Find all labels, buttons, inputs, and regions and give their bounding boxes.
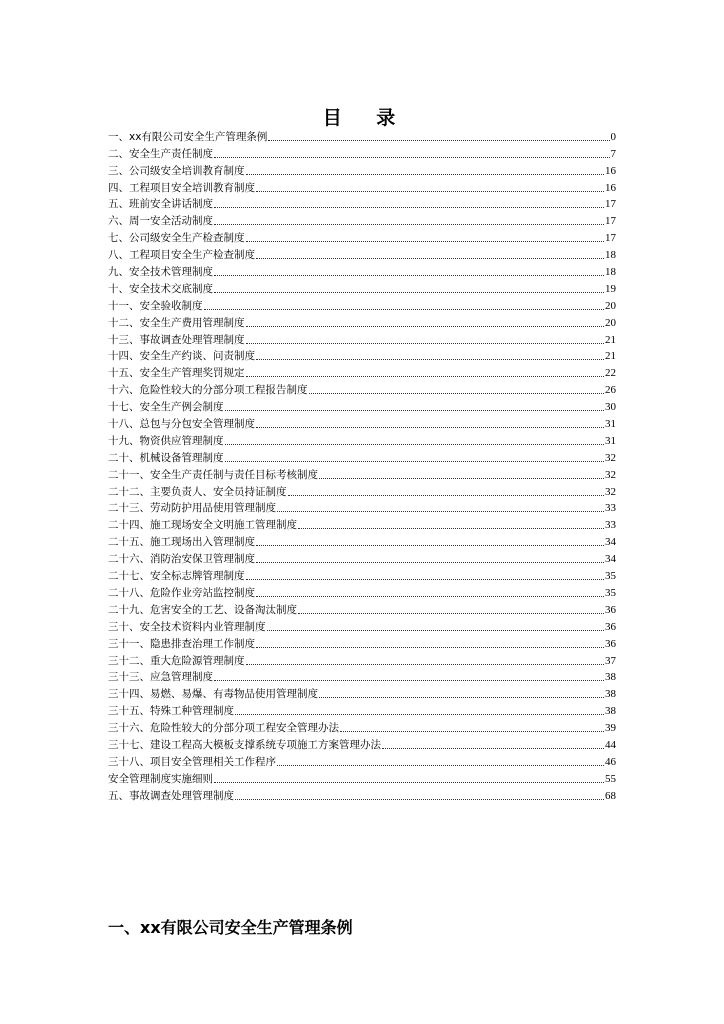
toc-dot-leader bbox=[319, 697, 604, 698]
toc-entry[interactable] bbox=[108, 313, 616, 330]
toc-page-number: 39 bbox=[605, 722, 616, 735]
toc-dot-leader bbox=[214, 275, 604, 276]
toc-entry-label: 二、安全生产责任制度 bbox=[108, 147, 213, 160]
toc-dot-leader bbox=[246, 174, 605, 175]
toc-dot-leader bbox=[256, 359, 604, 360]
toc-page-number: 18 bbox=[605, 249, 616, 262]
toc-entry[interactable] bbox=[108, 617, 616, 634]
toc-page-number: 36 bbox=[605, 620, 616, 633]
toc-dot-leader bbox=[225, 461, 605, 462]
toc-page-number: 20 bbox=[605, 299, 616, 312]
toc-entry[interactable] bbox=[108, 397, 616, 414]
toc-dot-leader bbox=[256, 191, 604, 192]
toc-page-number: 33 bbox=[605, 519, 616, 532]
toc-entry[interactable] bbox=[108, 380, 616, 397]
toc-entry-label: 十三、事故调查处理管理制度 bbox=[108, 333, 245, 346]
toc-entry[interactable] bbox=[108, 566, 616, 583]
toc-entry-label: 十七、安全生产例会制度 bbox=[108, 401, 224, 414]
toc-dot-leader bbox=[246, 326, 605, 327]
toc-page-number: 21 bbox=[605, 333, 616, 346]
toc-dot-leader bbox=[246, 664, 605, 665]
toc-entry[interactable] bbox=[108, 701, 616, 718]
toc-entry[interactable] bbox=[108, 296, 616, 313]
toc-page-number: 36 bbox=[605, 603, 616, 616]
toc-dot-leader bbox=[256, 596, 604, 597]
toc-entry-label: 三十六、危险性较大的分部分项工程安全管理办法 bbox=[108, 722, 339, 735]
toc-entry[interactable] bbox=[108, 144, 616, 161]
toc-entry-label: 二十八、危险作业旁站监控制度 bbox=[108, 586, 255, 599]
toc-entry[interactable] bbox=[108, 279, 616, 296]
toc-page-number: 7 bbox=[610, 147, 616, 160]
toc-entry-label: 六、周一安全活动制度 bbox=[108, 215, 213, 228]
toc-dot-leader bbox=[277, 765, 604, 766]
toc-dot-leader bbox=[214, 680, 604, 681]
toc-dot-leader bbox=[214, 292, 604, 293]
toc-entry[interactable] bbox=[108, 532, 616, 549]
toc-page-number: 35 bbox=[605, 586, 616, 599]
toc-entry-label: 十六、危险性较大的分部分项工程报告制度 bbox=[108, 384, 308, 397]
toc-page-number: 30 bbox=[605, 401, 616, 414]
toc-entry[interactable] bbox=[108, 228, 616, 245]
toc-page-number: 38 bbox=[605, 705, 616, 718]
toc-entry-label: 十、安全技术交底制度 bbox=[108, 282, 213, 295]
toc-dot-leader bbox=[382, 748, 604, 749]
toc-page-number: 33 bbox=[605, 502, 616, 515]
toc-page-number: 26 bbox=[605, 384, 616, 397]
toc-title: 目 录 bbox=[322, 106, 410, 129]
toc-entry[interactable] bbox=[108, 752, 616, 769]
toc-page-number: 0 bbox=[610, 130, 616, 143]
toc-entry-label: 三十三、应急管理制度 bbox=[108, 671, 213, 684]
toc-entry-label: 三十、安全技术资料内业管理制度 bbox=[108, 620, 266, 633]
toc-entry[interactable] bbox=[108, 330, 616, 347]
toc-page-number: 32 bbox=[605, 468, 616, 481]
toc-page-number: 68 bbox=[605, 789, 616, 802]
toc-entry-label: 二十三、劳动防护用品使用管理制度 bbox=[108, 502, 276, 515]
toc-entry-label: 三十二、重大危险源管理制度 bbox=[108, 654, 245, 667]
toc-dot-leader bbox=[246, 241, 605, 242]
toc-page-number: 34 bbox=[605, 553, 616, 566]
toc-page-number: 21 bbox=[605, 350, 616, 363]
toc-entry-label: 三十一、隐患排查治理工作制度 bbox=[108, 637, 255, 650]
toc-entry[interactable] bbox=[108, 786, 616, 803]
toc-entry-label: 一、xx有限公司安全生产管理条例 bbox=[108, 130, 268, 143]
toc-entry[interactable] bbox=[108, 735, 616, 752]
toc-entry[interactable] bbox=[108, 431, 616, 448]
toc-entry-label: 二十七、安全标志牌管理制度 bbox=[108, 570, 245, 583]
toc-dot-leader bbox=[246, 579, 605, 580]
toc-dot-leader bbox=[235, 714, 604, 715]
toc-entry-label: 七、公司级安全生产检查制度 bbox=[108, 232, 245, 245]
toc-entry[interactable] bbox=[108, 465, 616, 482]
toc-page-number: 35 bbox=[605, 570, 616, 583]
toc-entry[interactable] bbox=[108, 651, 616, 668]
toc-dot-leader bbox=[277, 511, 604, 512]
toc-dot-leader bbox=[214, 157, 610, 158]
toc-page-number: 34 bbox=[605, 536, 616, 549]
toc-page-number: 19 bbox=[605, 282, 616, 295]
toc-entry[interactable] bbox=[108, 448, 616, 465]
toc-dot-leader bbox=[214, 782, 604, 783]
toc-entry-label: 三十八、项目安全管理相关工作程序 bbox=[108, 755, 276, 768]
toc-page-number: 32 bbox=[605, 485, 616, 498]
toc-entry-label: 十八、总包与分包安全管理制度 bbox=[108, 418, 255, 431]
toc-dot-leader bbox=[246, 343, 605, 344]
toc-entry-label: 三十四、易燃、易爆、有毒物品使用管理制度 bbox=[108, 688, 318, 701]
toc-entry-label: 四、工程项目安全培训教育制度 bbox=[108, 181, 255, 194]
toc-entry-label: 安全管理制度实施细则 bbox=[108, 772, 213, 785]
toc-entry-label: 十五、安全生产管理奖罚规定 bbox=[108, 367, 245, 380]
toc-entry-label: 十四、安全生产约谈、问责制度 bbox=[108, 350, 255, 363]
toc-page-number: 32 bbox=[605, 451, 616, 464]
toc-page-number: 18 bbox=[605, 266, 616, 279]
toc-page-number: 46 bbox=[605, 755, 616, 768]
toc-entry[interactable] bbox=[108, 127, 616, 144]
toc-entry[interactable] bbox=[108, 668, 616, 685]
toc-dot-leader bbox=[309, 393, 605, 394]
toc-entry[interactable] bbox=[108, 178, 616, 195]
toc-entry-label: 三、公司级安全培训教育制度 bbox=[108, 164, 245, 177]
toc-page-number: 44 bbox=[605, 738, 616, 751]
toc-dot-leader bbox=[256, 647, 604, 648]
toc-page-number: 22 bbox=[605, 367, 616, 380]
toc-entry-label: 九、安全技术管理制度 bbox=[108, 266, 213, 279]
toc-page-number: 16 bbox=[605, 164, 616, 177]
toc-entry[interactable] bbox=[108, 161, 616, 178]
toc-dot-leader bbox=[319, 478, 604, 479]
toc-entry-label: 二十九、危害安全的工艺、设备淘汰制度 bbox=[108, 603, 297, 616]
toc-entry[interactable] bbox=[108, 499, 616, 516]
toc-entry-label: 十二、安全生产费用管理制度 bbox=[108, 316, 245, 329]
toc-entry[interactable] bbox=[108, 769, 616, 786]
toc-page-number: 31 bbox=[605, 434, 616, 447]
toc-entry[interactable] bbox=[108, 414, 616, 431]
toc-dot-leader bbox=[268, 140, 609, 141]
toc-entry[interactable] bbox=[108, 634, 616, 651]
toc-dot-leader bbox=[214, 224, 604, 225]
toc-entry[interactable] bbox=[108, 515, 616, 532]
toc-page-number: 38 bbox=[605, 688, 616, 701]
toc-dot-leader bbox=[298, 528, 604, 529]
toc-entry-label: 二十、机械设备管理制度 bbox=[108, 451, 224, 464]
toc-dot-leader bbox=[298, 613, 604, 614]
toc-entry[interactable] bbox=[108, 245, 616, 262]
toc-entry[interactable] bbox=[108, 211, 616, 228]
toc-dot-leader bbox=[267, 630, 605, 631]
table-of-contents bbox=[108, 127, 616, 803]
toc-dot-leader bbox=[246, 376, 605, 377]
toc-entry[interactable] bbox=[108, 195, 616, 212]
toc-dot-leader bbox=[225, 410, 605, 411]
toc-entry[interactable] bbox=[108, 583, 616, 600]
toc-entry[interactable] bbox=[108, 684, 616, 701]
toc-page-number: 17 bbox=[605, 232, 616, 245]
toc-entry[interactable] bbox=[108, 262, 616, 279]
toc-page-number: 17 bbox=[605, 198, 616, 211]
toc-dot-leader bbox=[256, 562, 604, 563]
toc-dot-leader bbox=[288, 495, 605, 496]
toc-entry-label: 二十二、主要负责人、安全员持证制度 bbox=[108, 485, 287, 498]
toc-entry-label: 三十五、特殊工种管理制度 bbox=[108, 705, 234, 718]
toc-page-number: 16 bbox=[605, 181, 616, 194]
toc-page-number: 36 bbox=[605, 637, 616, 650]
toc-entry-label: 二十一、安全生产责任制与责任目标考核制度 bbox=[108, 468, 318, 481]
toc-entry-label: 二十六、消防治安保卫管理制度 bbox=[108, 553, 255, 566]
toc-dot-leader bbox=[340, 731, 604, 732]
toc-dot-leader bbox=[225, 444, 605, 445]
toc-entry-label: 十一、安全验收制度 bbox=[108, 299, 203, 312]
toc-entry[interactable] bbox=[108, 600, 616, 617]
toc-page-number: 20 bbox=[605, 316, 616, 329]
toc-entry[interactable] bbox=[108, 718, 616, 735]
toc-entry-label: 八、工程项目安全生产检查制度 bbox=[108, 249, 255, 262]
toc-entry-label: 三十七、建设工程高大模板支撑系统专项施工方案管理办法 bbox=[108, 738, 381, 751]
toc-page-number: 37 bbox=[605, 654, 616, 667]
toc-page-number: 55 bbox=[605, 772, 616, 785]
section-heading: 一、xx有限公司安全生产管理条例 bbox=[108, 918, 353, 937]
toc-dot-leader bbox=[214, 207, 604, 208]
toc-entry-label: 五、事故调查处理管理制度 bbox=[108, 789, 234, 802]
toc-page-number: 38 bbox=[605, 671, 616, 684]
toc-dot-leader bbox=[235, 799, 604, 800]
toc-dot-leader bbox=[256, 427, 604, 428]
toc-dot-leader bbox=[204, 309, 605, 310]
toc-page-number: 17 bbox=[605, 215, 616, 228]
toc-page-number: 31 bbox=[605, 418, 616, 431]
toc-entry-label: 二十五、施工现场出入管理制度 bbox=[108, 536, 255, 549]
toc-dot-leader bbox=[256, 545, 604, 546]
toc-entry-label: 五、班前安全讲话制度 bbox=[108, 198, 213, 211]
toc-entry[interactable] bbox=[108, 482, 616, 499]
toc-entry-label: 十九、物资供应管理制度 bbox=[108, 434, 224, 447]
toc-entry[interactable] bbox=[108, 347, 616, 364]
toc-entry[interactable] bbox=[108, 363, 616, 380]
toc-entry-label: 二十四、施工现场安全文明施工管理制度 bbox=[108, 519, 297, 532]
toc-dot-leader bbox=[256, 258, 604, 259]
toc-entry[interactable] bbox=[108, 549, 616, 566]
